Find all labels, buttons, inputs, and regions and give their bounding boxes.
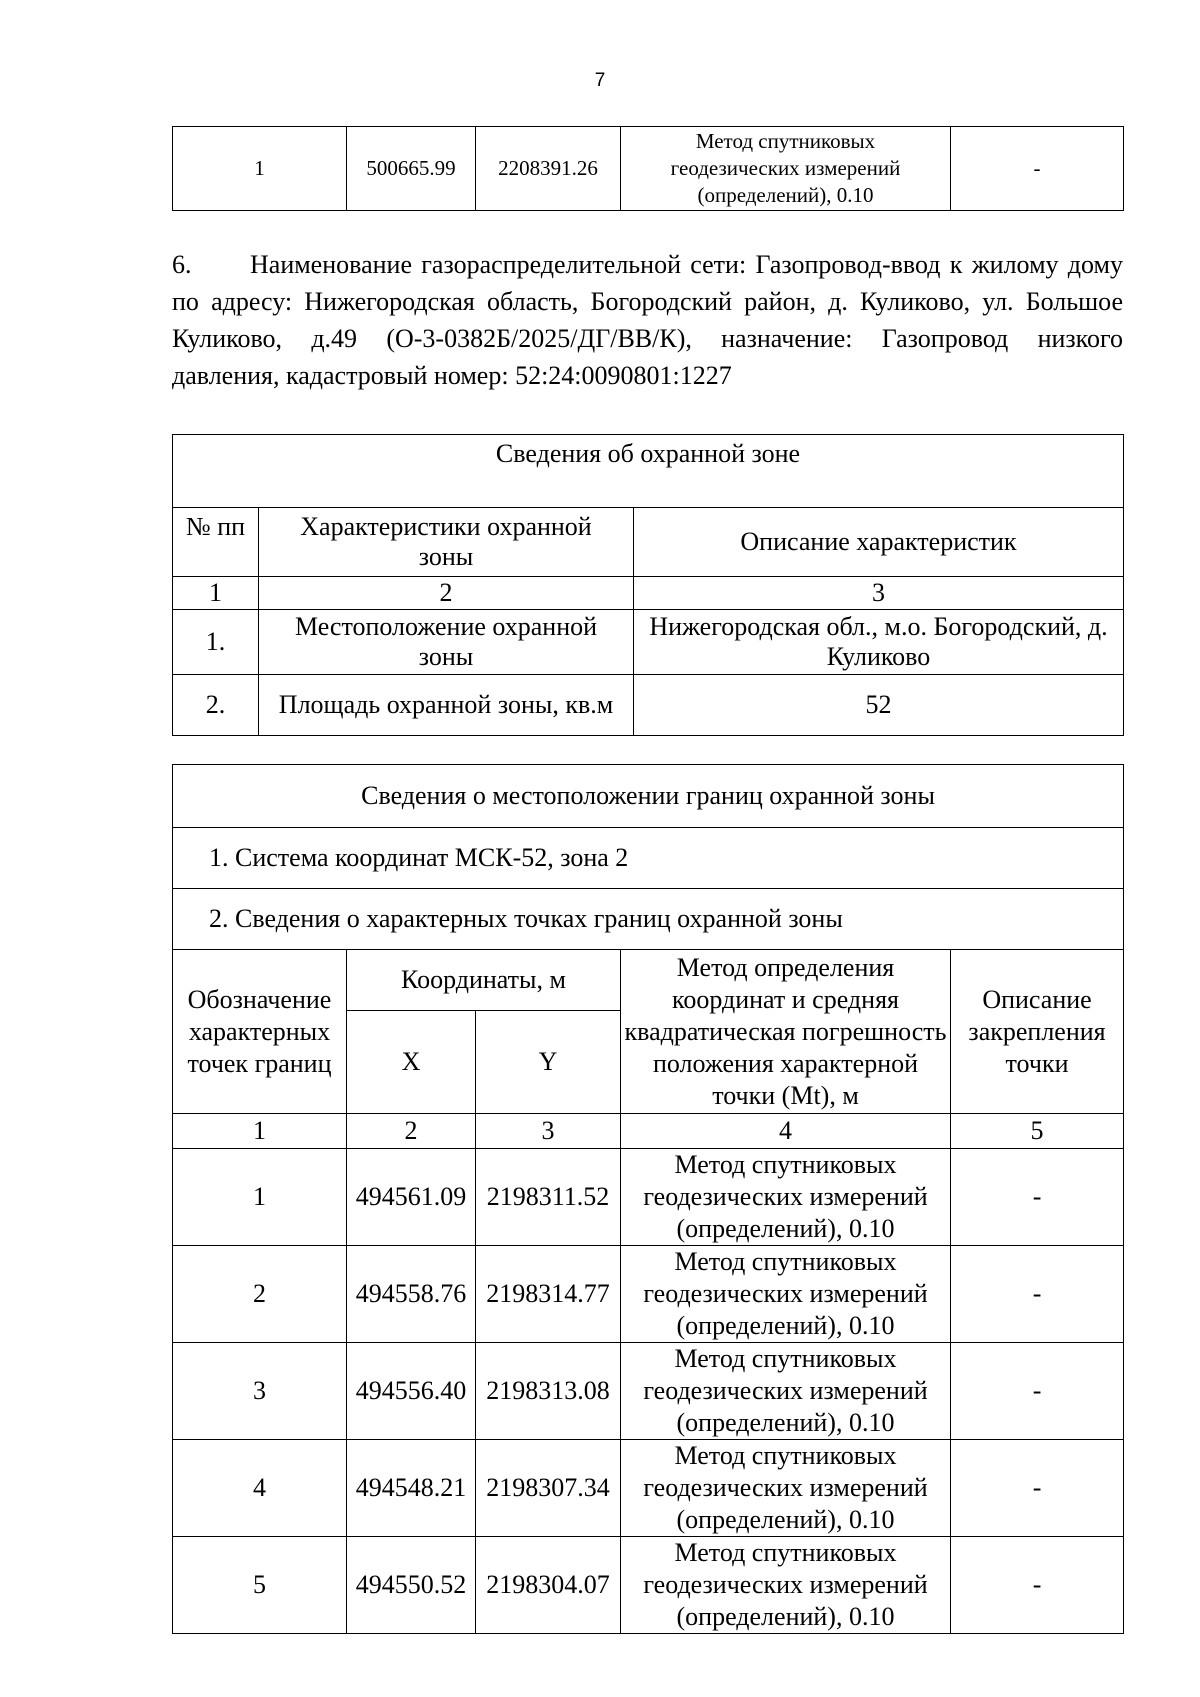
table-title: Сведения об охранной зоне xyxy=(173,435,1124,508)
coord-y: 2198314.77 xyxy=(476,1246,621,1343)
coord-y: 2198304.07 xyxy=(476,1537,621,1634)
coord-y: 2198311.52 xyxy=(476,1149,621,1246)
row-number: 1. xyxy=(173,610,259,675)
table-row xyxy=(173,610,1124,675)
header-coordinates: Координаты, м xyxy=(347,950,621,1011)
coord-y: 2208391.26 xyxy=(476,127,621,211)
header-y: Y xyxy=(476,1011,621,1114)
coord-x: 494556.40 xyxy=(347,1343,476,1440)
index-cell: 4 xyxy=(621,1114,951,1149)
points-title: 2. Сведения о характерных точках границ охранной зоны xyxy=(173,889,1124,950)
header-points: Обозначение характерных точек границ xyxy=(173,950,347,1114)
protection-zone-table xyxy=(172,434,1124,736)
table-row xyxy=(173,1440,1124,1537)
section-paragraph xyxy=(172,246,1123,394)
point-number: 1 xyxy=(173,1149,347,1246)
header-number: № пп xyxy=(173,508,259,577)
method: Метод спутниковых геодезических измерений (определений), 0.10 xyxy=(621,127,951,211)
coordinate-system: 1. Система координат МСК-52, зона 2 xyxy=(173,828,1124,889)
page-number: 7 xyxy=(594,70,606,91)
coord-x: 494550.52 xyxy=(347,1537,476,1634)
index-row xyxy=(173,577,1124,610)
top-points-table xyxy=(172,126,1124,211)
fixing-description: - xyxy=(951,1246,1124,1343)
method: Метод спутниковых геодезических измерений (определений), 0.10 xyxy=(621,1149,951,1246)
row-number: 2. xyxy=(173,675,259,736)
index-row xyxy=(173,1114,1124,1149)
coord-x: 494558.76 xyxy=(347,1246,476,1343)
index-cell: 3 xyxy=(634,577,1124,610)
table-header-row xyxy=(173,508,1124,577)
index-cell: 2 xyxy=(347,1114,476,1149)
table-title: Сведения о местоположении границ охранной зоны xyxy=(173,765,1124,828)
row-characteristic: Площадь охранной зоны, кв.м xyxy=(259,675,634,736)
header-characteristics: Характеристики охранной зоны xyxy=(259,508,634,577)
fixing-description: - xyxy=(951,127,1124,211)
index-cell: 2 xyxy=(259,577,634,610)
coord-y: 2198307.34 xyxy=(476,1440,621,1537)
point-number: 4 xyxy=(173,1440,347,1537)
coordinate-system-row xyxy=(173,828,1124,889)
point-number: 3 xyxy=(173,1343,347,1440)
table-row xyxy=(173,1343,1124,1440)
coord-y: 2198313.08 xyxy=(476,1343,621,1440)
header-description: Описание характеристик xyxy=(634,508,1124,577)
header-method: Метод определения координат и средняя квадратическая погрешность положения характерной точки (Mt), м xyxy=(621,950,951,1114)
point-number: 2 xyxy=(173,1246,347,1343)
method: Метод спутниковых геодезических измерений (определений), 0.10 xyxy=(621,1440,951,1537)
fixing-description: - xyxy=(951,1537,1124,1634)
table-row xyxy=(173,1537,1124,1634)
table-title-row xyxy=(173,435,1124,508)
section-text: Наименование газораспределительной сети: Газопровод-ввод к жилому дому по адресу: Нижегородская область, Богородский район, д. Куликово, ул. Большое Куликово, д.49 (О-3-0382Б/2025/ДГ/ВВ/К), назначение: Газопровод низкого давления, кадастровый номер: 52:24:0090801:1227 xyxy=(172,250,1123,390)
index-cell: 1 xyxy=(173,577,259,610)
header-x: X xyxy=(347,1011,476,1114)
fixing-description: - xyxy=(951,1440,1124,1537)
index-cell: 5 xyxy=(951,1114,1124,1149)
points-title-row xyxy=(173,889,1124,950)
row-description: Нижегородская обл., м.о. Богородский, д. Куликово xyxy=(634,610,1124,675)
point-number: 1 xyxy=(173,127,347,211)
table-row xyxy=(173,675,1124,736)
table-row xyxy=(173,1246,1124,1343)
table-header-row xyxy=(173,950,1124,1011)
fixing-description: - xyxy=(951,1149,1124,1246)
table-row xyxy=(173,127,1124,211)
index-cell: 1 xyxy=(173,1114,347,1149)
row-description: 52 xyxy=(634,675,1124,736)
header-fixing: Описание закрепления точки xyxy=(951,950,1124,1114)
coord-x: 494548.21 xyxy=(347,1440,476,1537)
method: Метод спутниковых геодезических измерений (определений), 0.10 xyxy=(621,1246,951,1343)
table-title-row xyxy=(173,765,1124,828)
fixing-description: - xyxy=(951,1343,1124,1440)
index-cell: 3 xyxy=(476,1114,621,1149)
coord-x: 494561.09 xyxy=(347,1149,476,1246)
row-characteristic: Местоположение охранной зоны xyxy=(259,610,634,675)
boundary-location-table xyxy=(172,764,1124,1634)
table-row xyxy=(173,1149,1124,1246)
method: Метод спутниковых геодезических измерений (определений), 0.10 xyxy=(621,1343,951,1440)
section-number: 6. xyxy=(172,250,192,279)
coord-x: 500665.99 xyxy=(347,127,476,211)
method: Метод спутниковых геодезических измерений (определений), 0.10 xyxy=(621,1537,951,1634)
point-number: 5 xyxy=(173,1537,347,1634)
